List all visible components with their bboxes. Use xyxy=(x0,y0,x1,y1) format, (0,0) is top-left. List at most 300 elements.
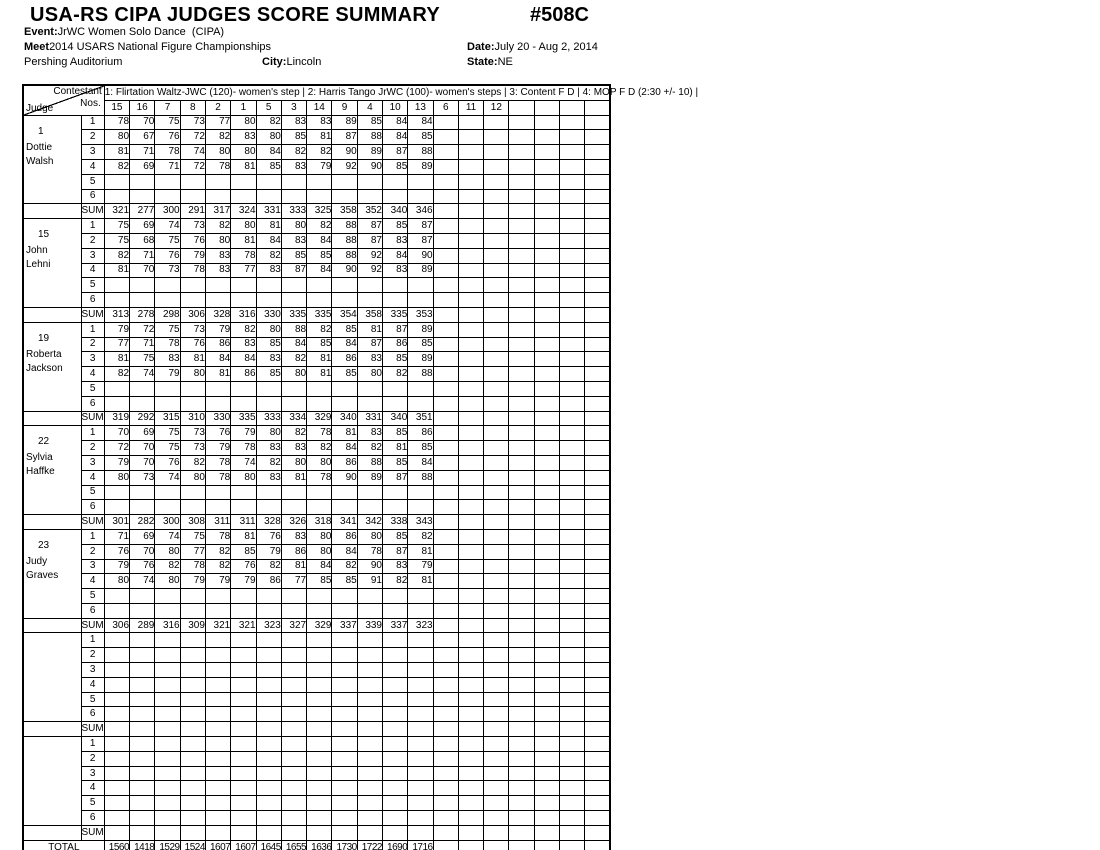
score-cell xyxy=(180,751,205,766)
score-cell: 80 xyxy=(155,574,180,589)
score-row-label: 3 xyxy=(81,145,104,160)
score-cell: 81 xyxy=(256,219,281,234)
score-cell xyxy=(534,293,559,308)
score-cell xyxy=(332,766,357,781)
sum-cell xyxy=(484,825,509,840)
contestant-no-cell: 13 xyxy=(408,100,433,115)
contestant-no-cell: 5 xyxy=(256,100,281,115)
sum-cell xyxy=(231,722,256,737)
score-cell xyxy=(155,485,180,500)
score-cell: 87 xyxy=(408,219,433,234)
score-cell xyxy=(560,263,585,278)
total-cell xyxy=(433,840,458,850)
score-cell: 77 xyxy=(205,115,230,130)
sum-cell xyxy=(231,825,256,840)
score-cell xyxy=(231,189,256,204)
score-cell: 76 xyxy=(180,337,205,352)
score-cell xyxy=(357,396,382,411)
score-cell xyxy=(383,381,408,396)
sum-cell xyxy=(155,825,180,840)
score-cell: 70 xyxy=(130,441,155,456)
sum-cell: 334 xyxy=(281,411,306,426)
total-cell: 1607 xyxy=(231,840,256,850)
score-cell xyxy=(560,352,585,367)
sum-cell xyxy=(383,825,408,840)
score-cell xyxy=(534,692,559,707)
score-cell: 84 xyxy=(332,544,357,559)
score-cell: 78 xyxy=(205,455,230,470)
sum-cell: 343 xyxy=(408,515,433,530)
score-cell: 77 xyxy=(281,574,306,589)
score-row-label: 6 xyxy=(81,811,104,826)
sum-cell: 291 xyxy=(180,204,205,219)
date-label: Date: xyxy=(467,41,495,53)
judge-number: 15 xyxy=(38,229,50,241)
score-cell: 80 xyxy=(155,544,180,559)
score-row-label: 3 xyxy=(81,663,104,678)
sum-cell: 326 xyxy=(281,515,306,530)
score-row-label: 5 xyxy=(81,174,104,189)
score-cell xyxy=(458,455,483,470)
score-cell: 82 xyxy=(205,559,230,574)
score-cell xyxy=(458,796,483,811)
score-cell xyxy=(383,751,408,766)
judge-cell xyxy=(23,633,81,722)
score-cell: 87 xyxy=(383,322,408,337)
sum-cell xyxy=(433,204,458,219)
score-cell xyxy=(560,337,585,352)
score-cell xyxy=(509,470,534,485)
sum-cell xyxy=(458,618,483,633)
date-line xyxy=(467,41,598,54)
contestant-no-cell: 15 xyxy=(104,100,129,115)
score-cell: 88 xyxy=(408,367,433,382)
score-cell xyxy=(509,603,534,618)
score-cell xyxy=(458,766,483,781)
score-cell xyxy=(307,396,332,411)
score-cell: 83 xyxy=(256,352,281,367)
score-cell: 85 xyxy=(281,130,306,145)
sum-cell xyxy=(130,722,155,737)
score-cell xyxy=(205,707,230,722)
score-cell xyxy=(180,648,205,663)
score-cell xyxy=(534,485,559,500)
score-row-label: 4 xyxy=(81,159,104,174)
score-cell: 82 xyxy=(307,322,332,337)
score-cell xyxy=(130,278,155,293)
score-cell xyxy=(484,130,509,145)
sum-cell xyxy=(560,515,585,530)
score-cell xyxy=(585,500,610,515)
score-cell xyxy=(509,781,534,796)
score-cell xyxy=(534,559,559,574)
sum-cell: 331 xyxy=(357,411,382,426)
score-cell: 83 xyxy=(383,263,408,278)
score-cell xyxy=(458,707,483,722)
score-cell xyxy=(307,692,332,707)
score-cell xyxy=(534,811,559,826)
score-cell: 82 xyxy=(256,455,281,470)
score-cell: 76 xyxy=(130,559,155,574)
sum-cell: 358 xyxy=(357,307,382,322)
score-cell: 85 xyxy=(357,115,382,130)
total-cell: 1716 xyxy=(408,840,433,850)
score-cell xyxy=(458,500,483,515)
score-cell: 88 xyxy=(408,145,433,160)
meet-line xyxy=(24,41,271,54)
score-cell xyxy=(458,603,483,618)
score-cell xyxy=(458,811,483,826)
sum-row-label: SUM xyxy=(81,722,104,737)
score-cell xyxy=(180,189,205,204)
score-cell xyxy=(560,603,585,618)
score-cell xyxy=(130,396,155,411)
score-cell xyxy=(281,677,306,692)
score-cell xyxy=(332,278,357,293)
score-cell: 80 xyxy=(357,529,382,544)
score-row-label: 1 xyxy=(81,529,104,544)
score-cell: 86 xyxy=(332,455,357,470)
score-cell xyxy=(281,603,306,618)
score-cell xyxy=(155,589,180,604)
judge-name-line: Haffke xyxy=(26,466,55,478)
score-cell xyxy=(256,796,281,811)
score-cell: 79 xyxy=(205,322,230,337)
score-cell xyxy=(256,174,281,189)
score-cell: 85 xyxy=(383,455,408,470)
score-cell: 80 xyxy=(281,455,306,470)
score-cell: 82 xyxy=(281,352,306,367)
score-cell xyxy=(408,603,433,618)
score-cell xyxy=(509,130,534,145)
sum-cell xyxy=(534,204,559,219)
score-cell xyxy=(484,707,509,722)
score-cell: 75 xyxy=(155,115,180,130)
score-cell: 92 xyxy=(357,248,382,263)
score-cell xyxy=(383,737,408,752)
score-cell xyxy=(307,278,332,293)
score-cell xyxy=(509,589,534,604)
contestant-no-cell: 12 xyxy=(484,100,509,115)
score-cell xyxy=(458,544,483,559)
score-cell: 76 xyxy=(155,248,180,263)
score-cell xyxy=(408,485,433,500)
doc-number: #508C xyxy=(530,4,589,26)
sum-cell xyxy=(534,722,559,737)
sum-cell: 329 xyxy=(307,618,332,633)
score-cell xyxy=(231,751,256,766)
score-cell xyxy=(307,781,332,796)
score-cell xyxy=(458,692,483,707)
contestant-no-cell: 9 xyxy=(332,100,357,115)
score-cell: 82 xyxy=(104,159,129,174)
sum-cell xyxy=(509,307,534,322)
score-cell xyxy=(408,707,433,722)
score-cell xyxy=(560,145,585,160)
score-cell xyxy=(357,796,382,811)
score-cell xyxy=(155,500,180,515)
score-cell: 74 xyxy=(180,145,205,160)
score-cell xyxy=(585,174,610,189)
score-cell xyxy=(509,500,534,515)
score-cell xyxy=(433,263,458,278)
score-cell xyxy=(433,707,458,722)
score-cell xyxy=(155,648,180,663)
score-cell xyxy=(509,485,534,500)
score-cell xyxy=(231,396,256,411)
score-cell xyxy=(585,811,610,826)
score-cell xyxy=(534,263,559,278)
score-cell xyxy=(281,707,306,722)
sum-row-label: SUM xyxy=(81,825,104,840)
score-cell xyxy=(458,337,483,352)
score-cell: 86 xyxy=(281,544,306,559)
score-cell xyxy=(509,115,534,130)
score-row-label: 3 xyxy=(81,455,104,470)
score-cell: 78 xyxy=(205,470,230,485)
score-cell xyxy=(104,707,129,722)
score-cell: 81 xyxy=(307,130,332,145)
score-cell xyxy=(231,485,256,500)
score-cell: 70 xyxy=(130,263,155,278)
total-cell xyxy=(534,840,559,850)
score-row-label: 4 xyxy=(81,263,104,278)
score-cell xyxy=(458,115,483,130)
score-row-label: 6 xyxy=(81,707,104,722)
score-cell xyxy=(585,559,610,574)
score-cell xyxy=(534,455,559,470)
score-cell xyxy=(484,352,509,367)
contestant-no-cell: 3 xyxy=(281,100,306,115)
score-cell: 85 xyxy=(307,248,332,263)
score-cell xyxy=(585,352,610,367)
score-cell xyxy=(534,322,559,337)
judge-column-filler xyxy=(23,515,81,530)
score-cell: 86 xyxy=(332,352,357,367)
score-cell xyxy=(484,648,509,663)
score-cell: 89 xyxy=(357,470,382,485)
score-cell: 78 xyxy=(307,470,332,485)
contestant-no-cell xyxy=(534,100,559,115)
score-row-label: 5 xyxy=(81,589,104,604)
total-cell xyxy=(560,840,585,850)
score-cell: 73 xyxy=(180,219,205,234)
score-cell xyxy=(383,293,408,308)
score-cell: 88 xyxy=(357,130,382,145)
score-cell: 69 xyxy=(130,529,155,544)
score-cell xyxy=(180,396,205,411)
score-cell xyxy=(155,766,180,781)
score-cell xyxy=(357,189,382,204)
score-cell xyxy=(383,677,408,692)
score-cell: 85 xyxy=(383,219,408,234)
score-cell xyxy=(509,293,534,308)
score-cell xyxy=(256,278,281,293)
total-cell: 1529 xyxy=(155,840,180,850)
score-cell xyxy=(205,500,230,515)
score-cell: 87 xyxy=(357,219,382,234)
score-row-label: 2 xyxy=(81,337,104,352)
score-cell xyxy=(130,485,155,500)
score-cell xyxy=(130,677,155,692)
sum-cell: 335 xyxy=(307,307,332,322)
score-cell xyxy=(332,663,357,678)
score-cell xyxy=(433,219,458,234)
score-cell xyxy=(256,589,281,604)
score-cell xyxy=(484,441,509,456)
score-cell: 84 xyxy=(205,352,230,367)
score-cell: 82 xyxy=(205,544,230,559)
score-cell: 83 xyxy=(383,559,408,574)
score-row-label: 4 xyxy=(81,574,104,589)
score-cell xyxy=(560,441,585,456)
score-cell: 85 xyxy=(383,426,408,441)
score-cell xyxy=(307,677,332,692)
score-row-label: 4 xyxy=(81,367,104,382)
sum-cell xyxy=(281,722,306,737)
score-row-label: 5 xyxy=(81,796,104,811)
score-cell xyxy=(560,737,585,752)
score-cell xyxy=(130,174,155,189)
score-cell xyxy=(585,485,610,500)
sum-cell: 340 xyxy=(383,204,408,219)
score-cell: 88 xyxy=(408,470,433,485)
sum-cell: 341 xyxy=(332,515,357,530)
sum-cell: 342 xyxy=(357,515,382,530)
sum-cell xyxy=(585,825,610,840)
sum-cell: 321 xyxy=(205,618,230,633)
contestant-no-cell xyxy=(509,100,534,115)
score-cell xyxy=(560,663,585,678)
score-cell xyxy=(433,352,458,367)
score-cell: 80 xyxy=(180,470,205,485)
score-cell xyxy=(458,589,483,604)
score-cell xyxy=(205,396,230,411)
score-row-label: 3 xyxy=(81,766,104,781)
score-cell xyxy=(534,189,559,204)
score-cell xyxy=(357,663,382,678)
sum-cell: 300 xyxy=(155,515,180,530)
sum-cell: 306 xyxy=(104,618,129,633)
score-cell xyxy=(560,648,585,663)
score-cell xyxy=(458,263,483,278)
judge-header-label: Judge xyxy=(26,102,54,114)
score-cell xyxy=(408,811,433,826)
score-row-label: 5 xyxy=(81,485,104,500)
score-cell xyxy=(509,145,534,160)
score-cell: 82 xyxy=(205,219,230,234)
score-cell xyxy=(357,692,382,707)
score-cell xyxy=(560,115,585,130)
score-cell xyxy=(155,633,180,648)
sum-cell xyxy=(585,515,610,530)
score-cell: 86 xyxy=(408,426,433,441)
score-table xyxy=(22,84,699,850)
score-cell xyxy=(484,663,509,678)
sum-cell xyxy=(332,825,357,840)
score-cell xyxy=(256,485,281,500)
score-cell: 82 xyxy=(332,559,357,574)
score-cell: 90 xyxy=(332,263,357,278)
score-cell: 73 xyxy=(180,322,205,337)
sum-cell xyxy=(357,722,382,737)
score-cell: 85 xyxy=(332,574,357,589)
score-cell xyxy=(383,692,408,707)
score-cell xyxy=(484,426,509,441)
score-cell xyxy=(585,396,610,411)
score-cell xyxy=(130,189,155,204)
score-cell: 84 xyxy=(307,233,332,248)
score-cell xyxy=(509,663,534,678)
score-cell xyxy=(458,574,483,589)
score-cell: 90 xyxy=(357,159,382,174)
score-cell xyxy=(585,544,610,559)
score-cell xyxy=(484,337,509,352)
score-cell xyxy=(357,648,382,663)
score-cell xyxy=(205,589,230,604)
score-cell xyxy=(281,663,306,678)
events-description: 1: Flirtation Waltz-JWC (120)- women's step | 2: Harris Tango JrWC (100)- women's steps | 3: Content F D | 4: MOP F D (2:30 +/- 10) | xyxy=(104,85,610,100)
sum-cell: 335 xyxy=(231,411,256,426)
score-cell xyxy=(256,381,281,396)
score-row-label: 1 xyxy=(81,219,104,234)
score-cell xyxy=(332,589,357,604)
judge-number: 23 xyxy=(38,539,50,551)
score-cell: 84 xyxy=(383,115,408,130)
score-cell xyxy=(332,677,357,692)
score-cell xyxy=(458,559,483,574)
score-cell: 78 xyxy=(231,441,256,456)
sum-cell xyxy=(484,307,509,322)
score-cell: 85 xyxy=(307,574,332,589)
score-cell xyxy=(408,663,433,678)
score-cell xyxy=(408,189,433,204)
sum-cell xyxy=(484,618,509,633)
score-cell xyxy=(433,811,458,826)
score-cell xyxy=(256,781,281,796)
score-cell xyxy=(585,278,610,293)
sum-cell: 335 xyxy=(281,307,306,322)
score-cell xyxy=(509,189,534,204)
score-cell xyxy=(484,219,509,234)
score-cell xyxy=(383,648,408,663)
score-cell xyxy=(560,130,585,145)
score-cell xyxy=(307,589,332,604)
score-cell xyxy=(585,441,610,456)
score-cell xyxy=(231,707,256,722)
score-cell xyxy=(585,603,610,618)
sum-cell xyxy=(560,825,585,840)
score-cell xyxy=(332,293,357,308)
score-row-label: 6 xyxy=(81,293,104,308)
sum-cell: 278 xyxy=(130,307,155,322)
score-cell: 89 xyxy=(408,159,433,174)
score-cell: 79 xyxy=(155,367,180,382)
score-cell: 78 xyxy=(307,426,332,441)
score-cell: 83 xyxy=(256,441,281,456)
score-cell xyxy=(534,574,559,589)
sum-cell xyxy=(433,825,458,840)
page-title: USA-RS CIPA JUDGES SCORE SUMMARY xyxy=(30,4,441,26)
score-cell xyxy=(509,337,534,352)
sum-cell xyxy=(256,825,281,840)
score-cell xyxy=(458,233,483,248)
contestant-no-cell: 8 xyxy=(180,100,205,115)
score-cell xyxy=(484,574,509,589)
judge-name-line: Roberta xyxy=(26,348,62,360)
score-cell xyxy=(560,174,585,189)
score-cell xyxy=(433,574,458,589)
